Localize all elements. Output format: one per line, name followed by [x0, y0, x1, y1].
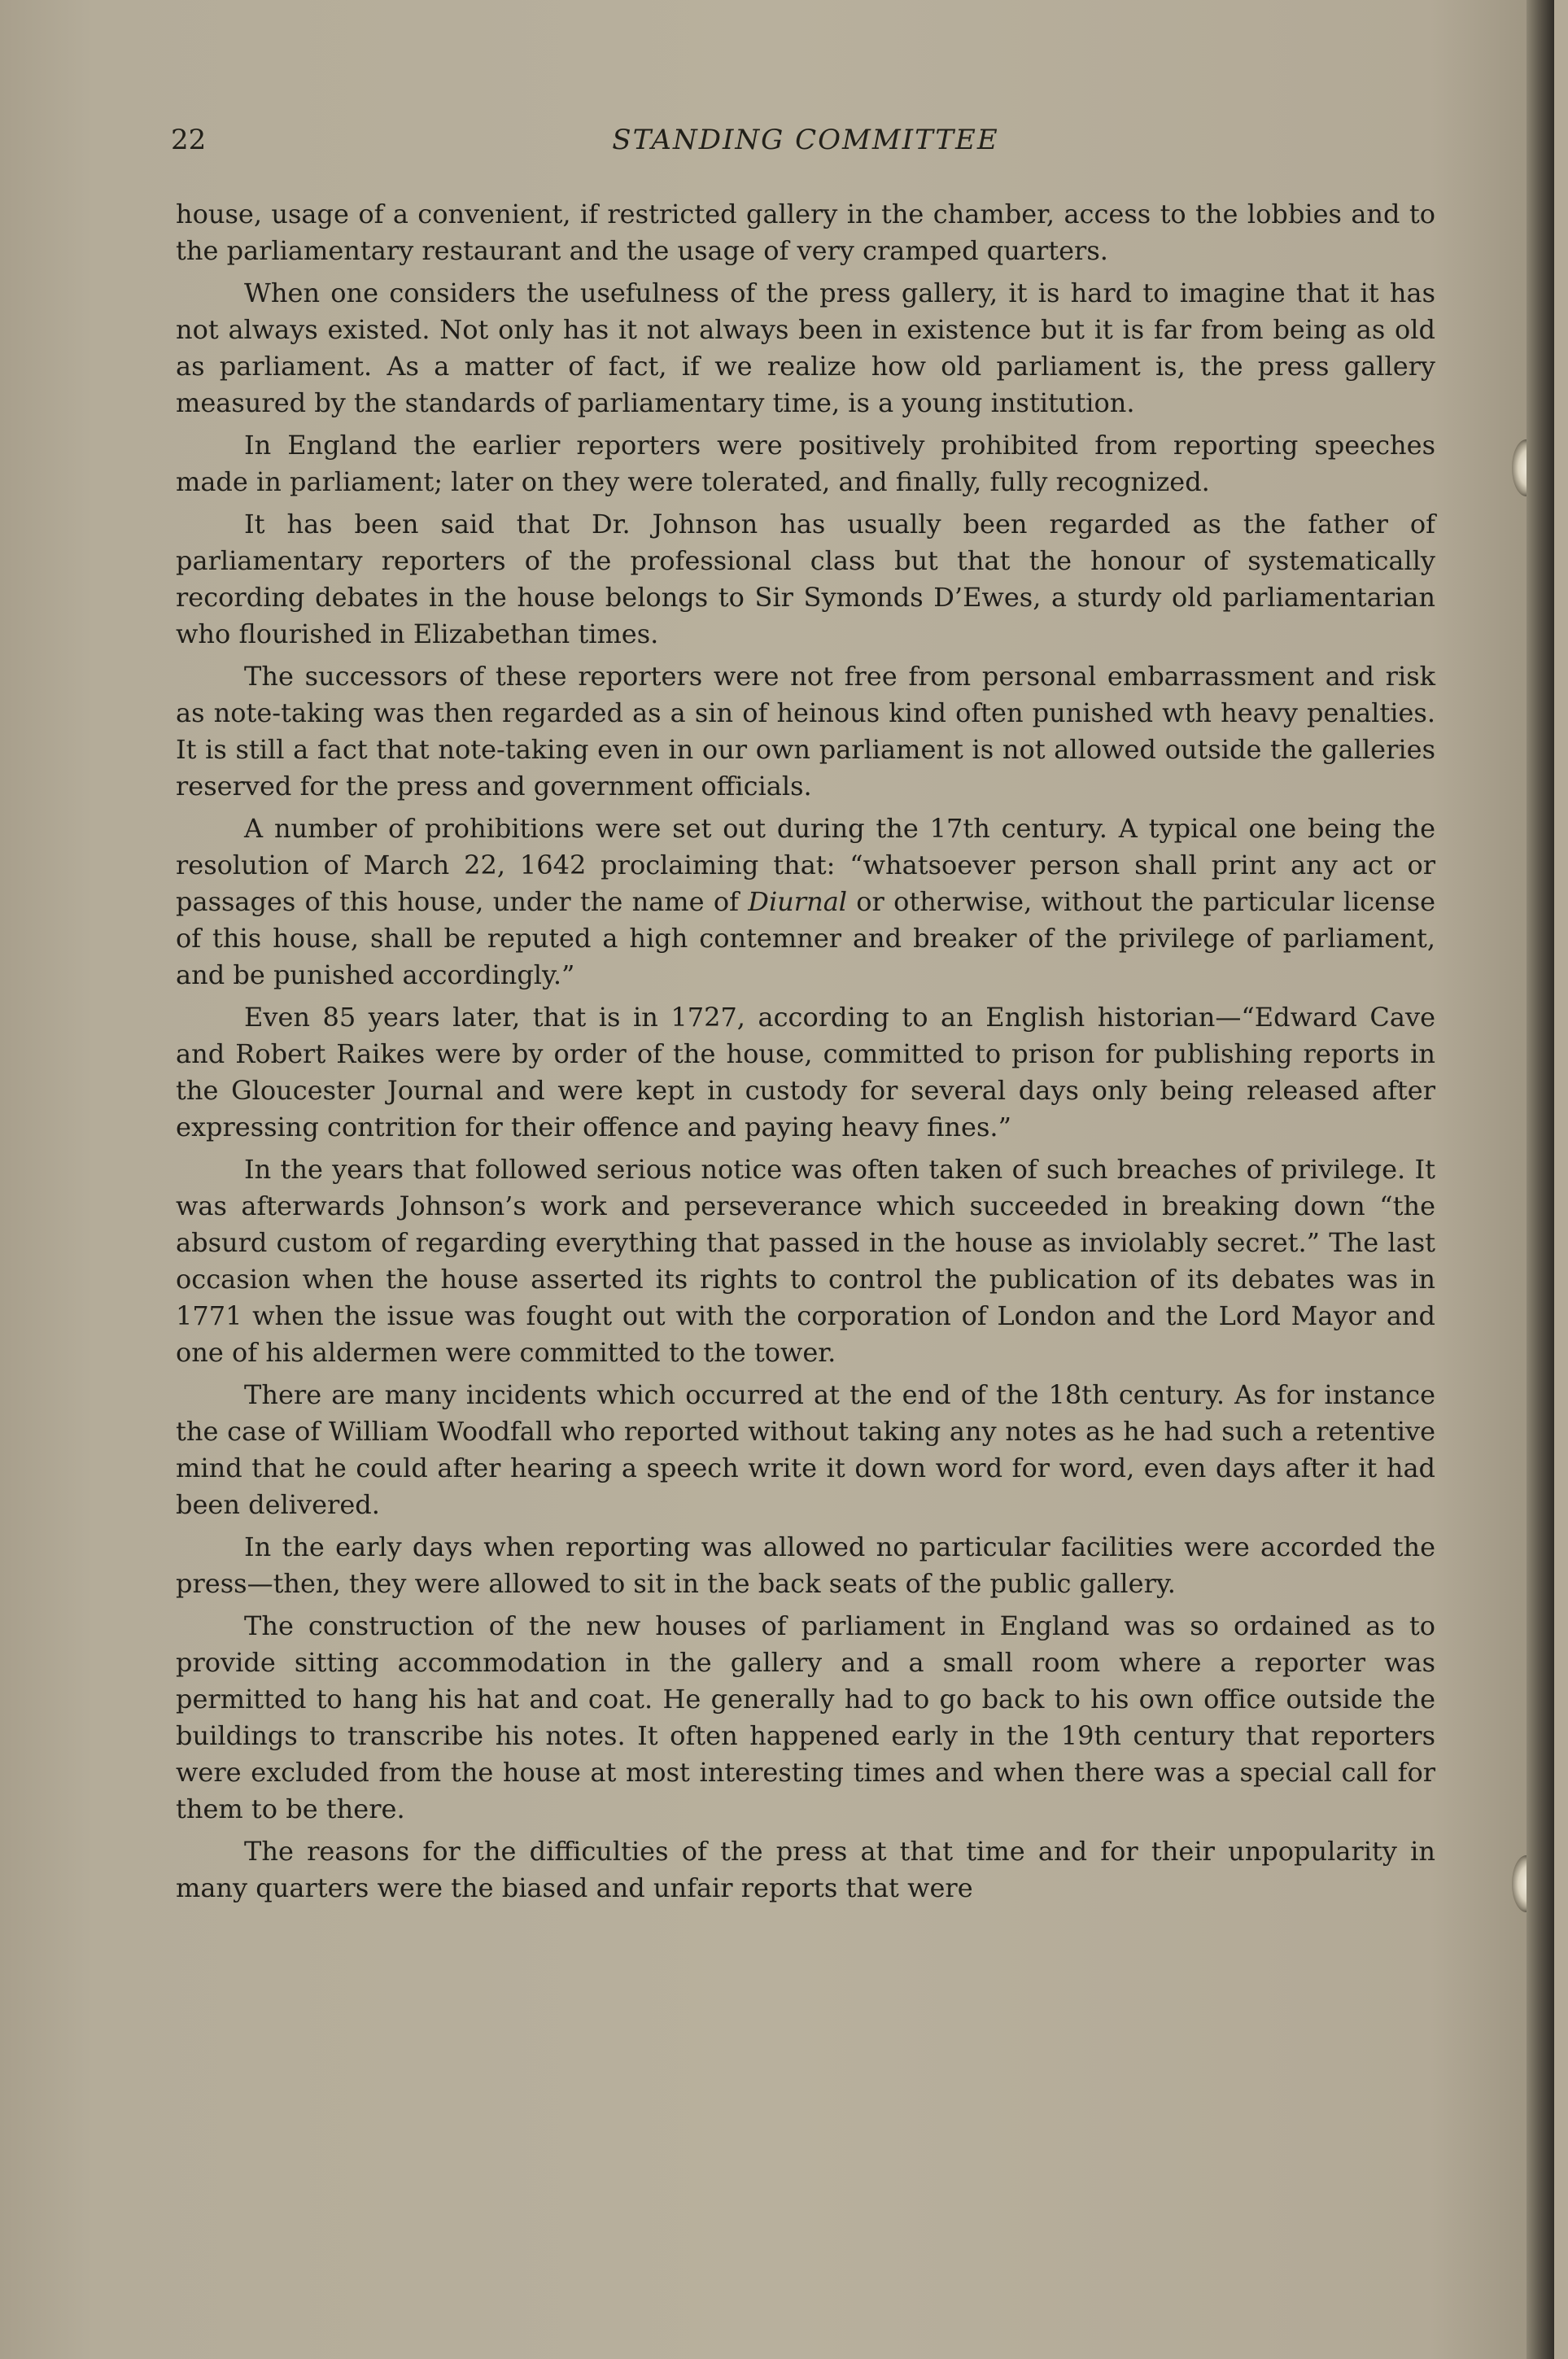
page-number: 22: [171, 124, 207, 156]
paragraph: The reasons for the difficulties of the press at that time and for their unpopularity in many quarters were the biased and unfair reports that were: [176, 1836, 1435, 1903]
running-head: STANDING COMMITTEE: [612, 124, 999, 156]
paragraph: In the years that followed serious notice was often taken of such breaches of privilege. It was afterwards Johnson’s work and perseverance which succeeded in breaking down “the absurd custom of regarding everything that passed in the house as inviolably secret.” The last occasion when the house asserted its rights to control the publication of its debates was in 1771 when the issue was fought out with the corporation of London and the Lord Mayor and one of his aldermen were committed to the tower.: [176, 1154, 1435, 1368]
paragraph: In England the earlier reporters were positively prohibited from reporting speeches made in parliament; later on they were tolerated, and finally, fully recognized.: [176, 430, 1435, 497]
body-text: [176, 196, 1435, 1912]
page-edge: [1527, 0, 1554, 2359]
paragraph: In the early days when reporting was allowed no particular facilities were accorded the press—then, they were allowed to sit in the back seats of the public gallery.: [176, 1531, 1435, 1599]
page-header: [171, 122, 1440, 163]
paragraph: The construction of the new houses of parliament in England was so ordained as to provide sitting accommodation in the gallery and a small room where a reporter was permitted to hang his hat and coat. He generally had to go back to his own office outside the buildings to transcribe his notes. It often happened early in the 19th century that reporters were excluded from the house at most interesting times and when there was a special call for them to be there.: [176, 1610, 1435, 1824]
paragraph: [176, 810, 1435, 994]
paragraph: Even 85 years later, that is in 1727, according to an English historian—“Edward Cave and Robert Raikes were by order of the house, committed to prison for publishing reports in the Gloucester Journal and were kept in custody for several days only being released after expressing contrition for their offence and paying heavy fines.”: [176, 1002, 1435, 1142]
paragraph-text: or otherwise, without the particular license of this house, shall be reputed a high contemner and breaker of the privilege of parliament, and be punished accordingly.”: [176, 886, 1436, 990]
paragraph: It has been said that Dr. Johnson has usually been regarded as the father of parliamentary reporters of the professional class but that the honour of systematically recording debates in the house belongs to Sir Symonds D’Ewes, a sturdy old parliamentarian who flourished in Elizabethan times.: [176, 509, 1435, 649]
paragraph: When one considers the usefulness of the press gallery, it is hard to imagine that it has not always existed. Not only has it not always been in existence but it is far from being as old as parliament. As a matter of fact, if we realize how old parliament is, the press gallery measured by the standards of parliamentary time, is a young institution.: [176, 277, 1435, 418]
paragraph: house, usage of a convenient, if restricted gallery in the chamber, access to the lobbies and to the parliamentary restaurant and the usage of very cramped quarters.: [176, 199, 1435, 266]
paragraph-text: A number of prohibitions were set out during the 17th century. A typical one being the resolution of March 22, 1642 proclaiming that: “whatsoever person shall print any act or passages of this house, under the name of: [176, 813, 1435, 917]
paragraph: There are many incidents which occurred at the end of the 18th century. As for instance the case of William Woodfall who reported without taking any notes as he had such a retentive mind that he could after hearing a speech write it down word for word, even days after it had been delivered.: [176, 1379, 1435, 1520]
italic-term: Diurnal: [748, 886, 847, 917]
paragraph: The successors of these reporters were not free from personal embarrassment and risk as note-taking was then regarded as a sin of heinous kind often punished wth heavy penalties. It is still a fact that note-taking even in our own parliament is not allowed outside the galleries reserved for the press and government officials.: [176, 661, 1435, 802]
